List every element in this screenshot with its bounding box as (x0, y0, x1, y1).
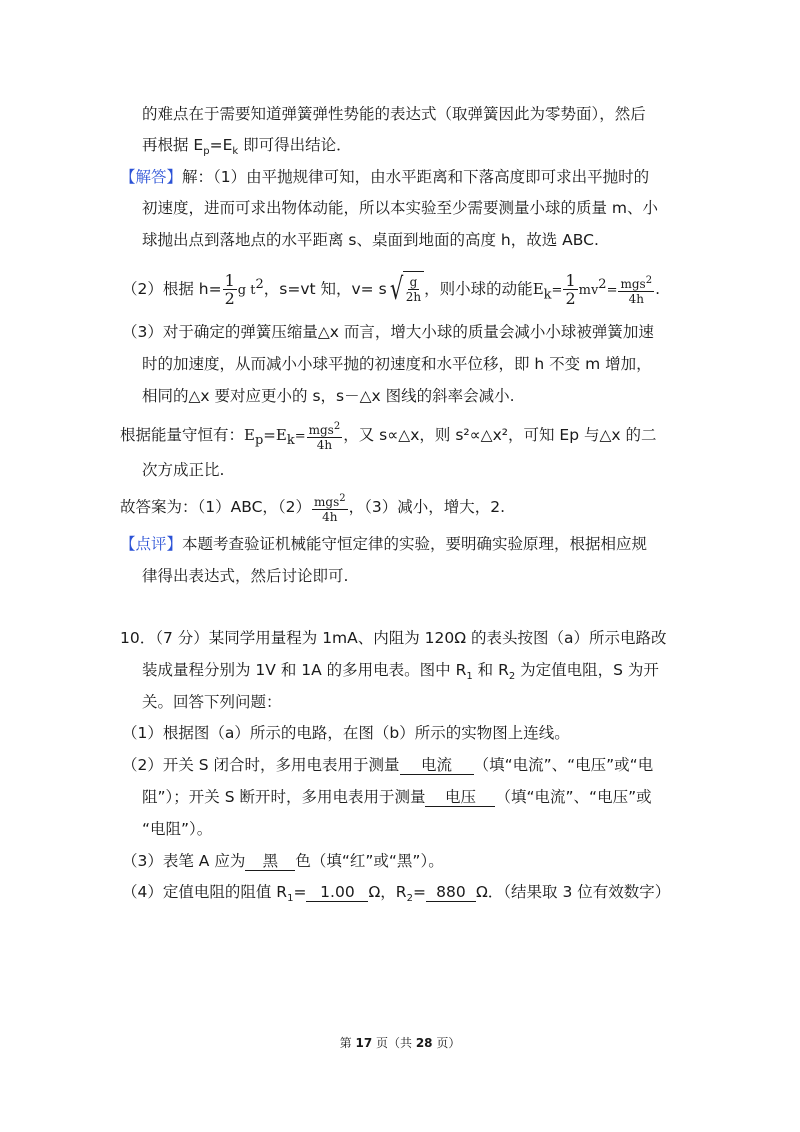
text-line: 相同的△x 要对应更小的 s，s－△x 图线的斜率会减小. (142, 387, 515, 405)
page-number: 17 (355, 1036, 373, 1050)
text-line: 阻”）；开关 S 断开时，多用电表用于测量 电压 （填“电流”、“电压”或 (142, 788, 652, 806)
answer-blank: 880 (426, 883, 476, 902)
text-line: “电阻”）。 (142, 820, 213, 838)
fraction-half: $\frac{1}{2}$ (565, 271, 576, 309)
question-part-2: （2）开关 S 闭合时，多用电表用于测量 电流 （填“电流”、“电压”或“电 (122, 756, 654, 774)
question-10-stem: 10．（7 分）某同学用量程为 1mA、内阻为 120Ω 的表头按图（a）所示电路改 (120, 629, 667, 647)
text-line: 关。回答下列问题： (142, 693, 282, 711)
answer-blank: 黑 (245, 852, 295, 871)
fraction-mgs2-4h: $\frac{mgs^2}{4h}$ (620, 274, 653, 306)
answer-header-line: 【解答】解：（1）由平抛规律可知，由水平距离和下落高度即可求出平抛时的 (120, 168, 650, 186)
text-line: 初速度，进而可求出物体动能，所以本实验至少需要测量小球的质量 m、小 (142, 199, 659, 217)
answer-blank: 电流 (400, 756, 474, 775)
question-part-3: （3）表笔 A 应为 黑 色（填“红”或“黑”）。 (122, 852, 444, 870)
text-line: 次方成正比. (142, 461, 225, 479)
text-line: 的难点在于需要知道弹簧弹性势能的表达式（取弹簧因此为零势面），然后 (142, 105, 646, 123)
text-line: 球抛出点到落地点的水平距离 s、桌面到地面的高度 h，故选 ABC. (142, 231, 599, 249)
text-line: 再根据 $E_p=E_k$ 即可得出结论． (142, 136, 352, 158)
text-line: （3）对于确定的弹簧压缩量△x 而言，增大小球的质量会减小小球被弹簧加速 (122, 323, 654, 341)
square-root: √ $\frac{g}{2h}$ (387, 274, 425, 306)
formula-line-energy-conservation: 根据能量守恒有：$E_p=E_k=$ $\frac{mgs^2}{4h}$ ，又 s∝△x，则 s²∝△x²，可知 Ep 与△x 的二 (120, 420, 657, 452)
text-line: 装成量程分别为 1V 和 1A 的多用电表。图中 $R_1$ 和 $R_2$ 为定值电阻，S 为开 (142, 661, 659, 683)
answer-blank: 1.00 (306, 883, 368, 902)
formula-line-kinetic-energy: （2）根据 h= $\frac{1}{2}$ g $t^2$，s=vt 知，v= s √ $\frac{g}{2h}$ ，则小球的动能$E_k=$ $\frac{1}{2}$ $mv^2=$ $\frac{mgs^2}{4h}$ . (122, 271, 661, 309)
text-line: 律得出表达式，然后讨论即可. (142, 567, 349, 585)
fraction-mgs2-4h: $\frac{mgs^2}{4h}$ (314, 492, 346, 524)
comment-label: 【点评】 (120, 535, 183, 553)
fraction-half: $\frac{1}{2}$ (224, 271, 235, 309)
text-line: 时的加速度，从而减小小球平抛的初速度和水平位移，即 h 不变 m 增加， (142, 355, 652, 373)
answer-summary-line: 故答案为：（1）ABC，（2） $\frac{mgs^2}{4h}$ ，（3）减小，增大，2. (120, 492, 506, 524)
question-part-1: （1）根据图（a）所示的电路，在图（b）所示的实物图上连线。 (122, 724, 570, 742)
answer-label: 【解答】 (120, 168, 183, 186)
comment-header-line: 【点评】本题考查验证机械能守恒定律的实验，要明确实验原理，根据相应规 (120, 535, 648, 553)
page-footer: 第 17 页（共 28 页） (339, 1036, 461, 1050)
fraction-mgs2-4h: $\frac{mgs^2}{4h}$ (308, 420, 341, 452)
answer-blank: 电压 (425, 788, 495, 807)
question-part-4: （4）定值电阻的阻值 $R_1= 1.00$ Ω，$R_2= 880$ Ω．（结果取 3 位有效数字） (122, 883, 671, 905)
total-pages: 28 (415, 1036, 433, 1050)
